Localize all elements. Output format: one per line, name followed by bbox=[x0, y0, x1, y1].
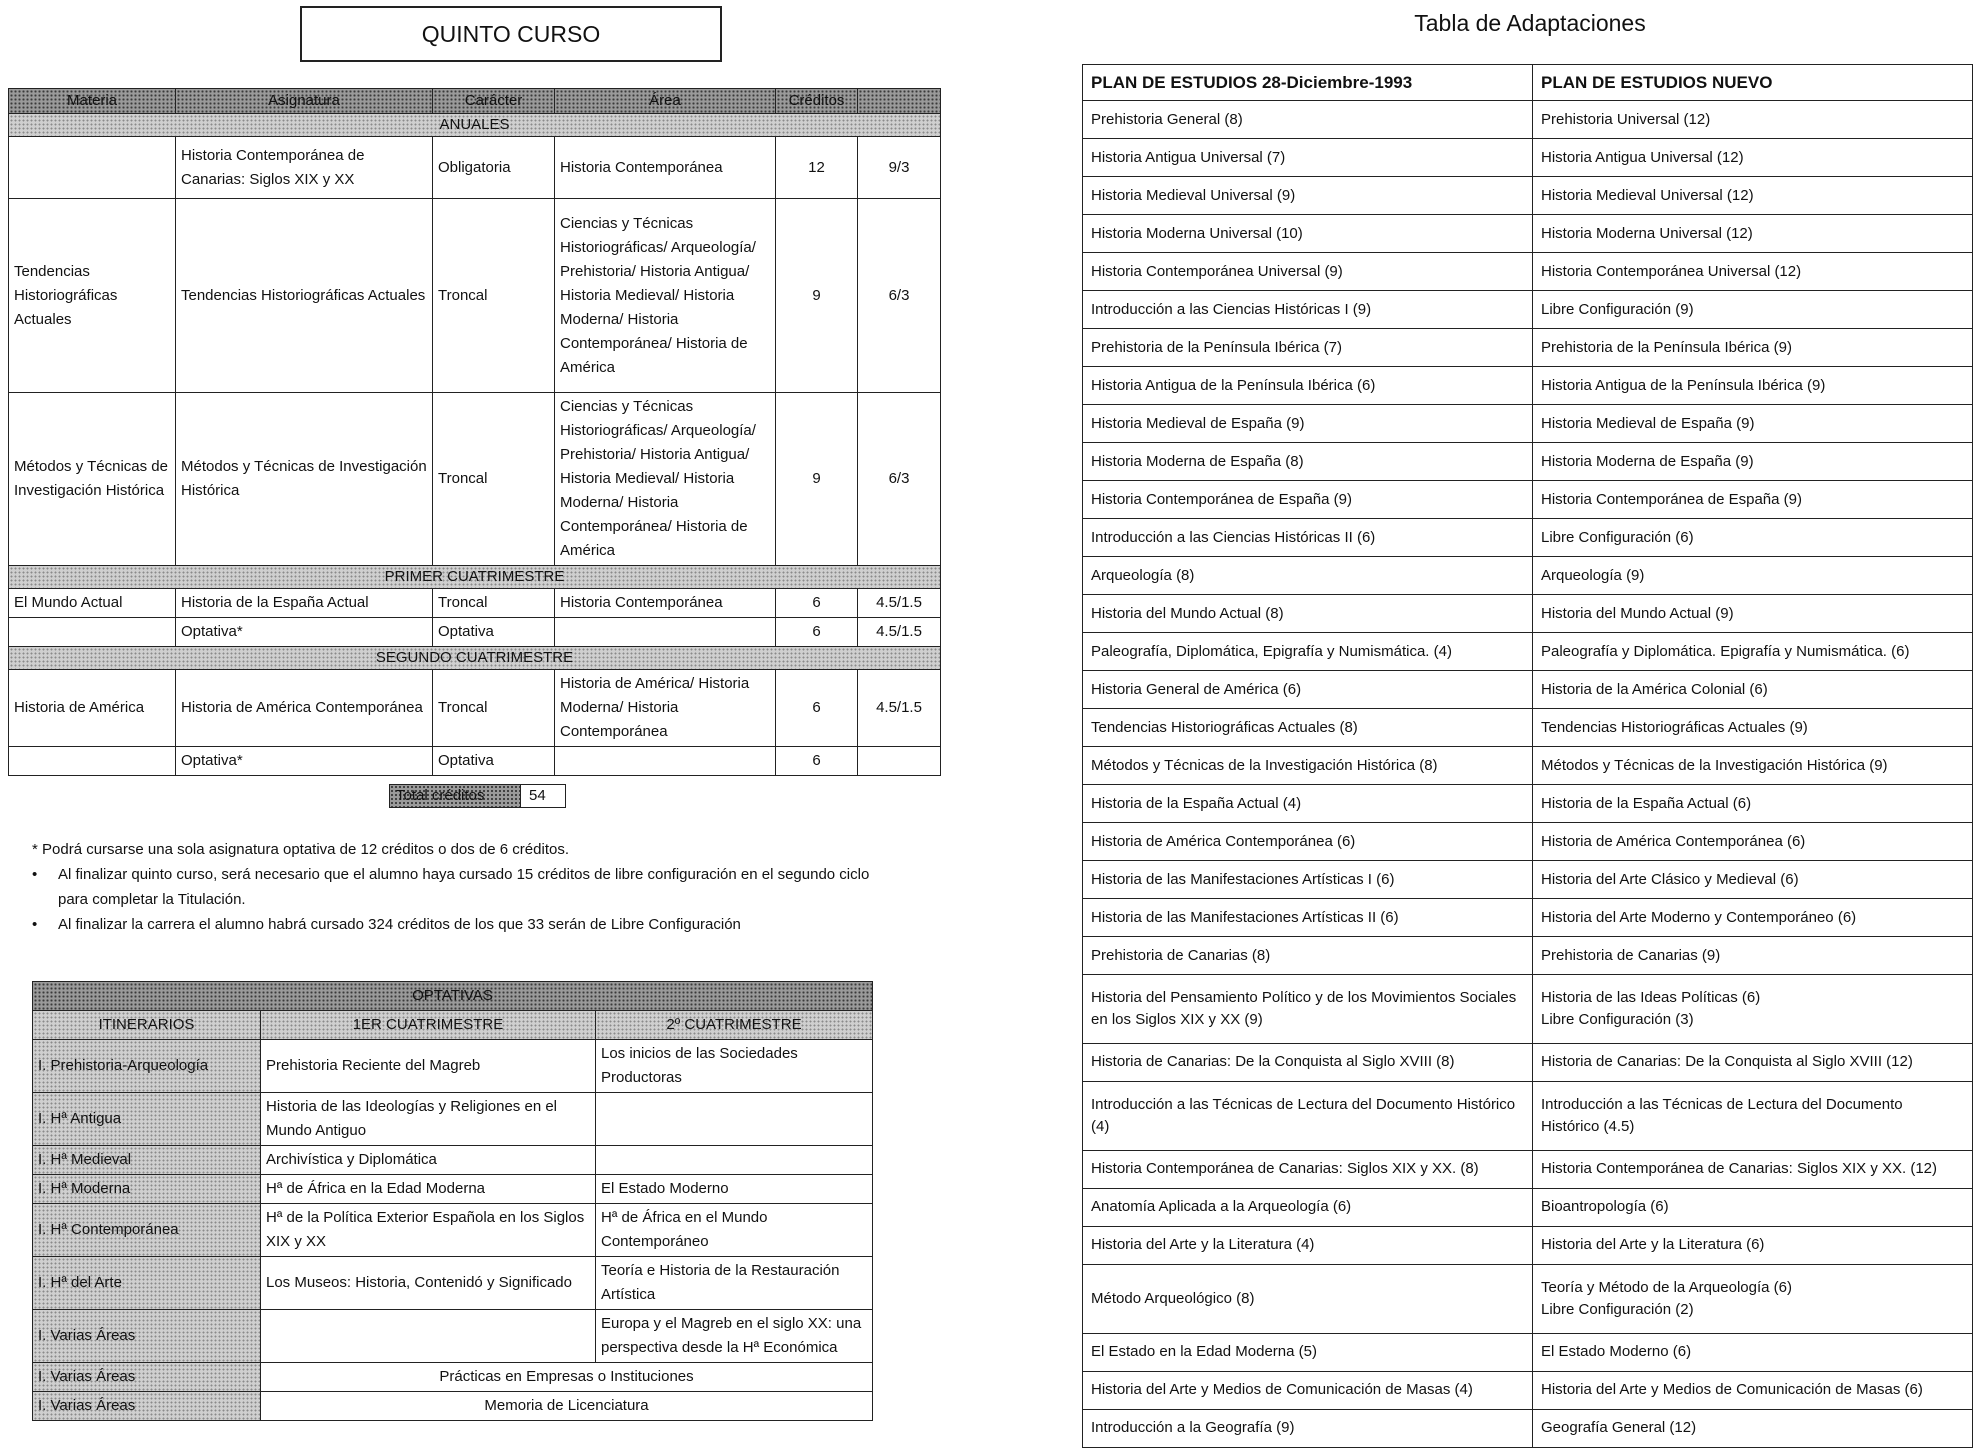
plan-nuevo-cell: Libre Configuración (6) bbox=[1533, 519, 1973, 557]
itinerario-cell: I. Hª Medieval bbox=[33, 1146, 261, 1175]
quinto-curso-title bbox=[300, 6, 722, 62]
course-row bbox=[9, 589, 941, 618]
plan-1993-cell: Historia Contemporánea Universal (9) bbox=[1083, 253, 1533, 291]
note-bullet-1 bbox=[32, 862, 902, 912]
adaptacion-row bbox=[1083, 633, 1973, 671]
adaptacion-row bbox=[1083, 1333, 1973, 1371]
quinto-curso-title-text: QUINTO CURSO bbox=[421, 20, 601, 47]
cuatrimestre-2-cell: El Estado Moderno bbox=[596, 1175, 873, 1204]
cuatrimestre-1-cell: Historia de las Ideologías y Religiones en el Mundo Antiguo bbox=[261, 1093, 596, 1146]
cuatrimestre-2-cell: Europa y el Magreb en el siglo XX: una perspectiva desde la Hª Económica bbox=[596, 1310, 873, 1363]
creditos-cell: 6 bbox=[776, 670, 858, 747]
header-asignatura: Asignatura bbox=[176, 89, 433, 114]
section-row-anuales bbox=[9, 114, 941, 137]
plan-nuevo-cell: Prehistoria Universal (12) bbox=[1533, 101, 1973, 139]
header-materia: Materia bbox=[9, 89, 176, 114]
reparto-cell bbox=[858, 747, 941, 776]
plan-1993-cell: Método Arqueológico (8) bbox=[1083, 1264, 1533, 1333]
adaptacion-row bbox=[1083, 253, 1973, 291]
caracter-cell: Obligatoria bbox=[433, 137, 555, 199]
plan-1993-cell: Historia Medieval de España (9) bbox=[1083, 405, 1533, 443]
adaptacion-row bbox=[1083, 861, 1973, 899]
plan-nuevo-cell: Historia Contemporánea de España (9) bbox=[1533, 481, 1973, 519]
plan-nuevo-cell: Historia Medieval de España (9) bbox=[1533, 405, 1973, 443]
optativa-row bbox=[33, 1204, 873, 1257]
itinerario-cell: I. Varias Áreas bbox=[33, 1363, 261, 1392]
reparto-cell: 9/3 bbox=[858, 137, 941, 199]
plan-1993-cell: Historia Antigua de la Península Ibérica (6) bbox=[1083, 367, 1533, 405]
asignatura-cell: Historia Contemporánea de Canarias: Siglos XIX y XX bbox=[176, 137, 433, 199]
cuatrimestre-1-cell: Prehistoria Reciente del Magreb bbox=[261, 1040, 596, 1093]
plan-nuevo-cell: Historia Antigua de la Península Ibérica (9) bbox=[1533, 367, 1973, 405]
adaptacion-row bbox=[1083, 747, 1973, 785]
asignatura-cell: Optativa* bbox=[176, 747, 433, 776]
plan-1993-cell: Historia Contemporánea de España (9) bbox=[1083, 481, 1533, 519]
adaptacion-row bbox=[1083, 1409, 1973, 1447]
cuatrimestre-2-cell bbox=[596, 1093, 873, 1146]
plan-nuevo-cell: Bioantropología (6) bbox=[1533, 1188, 1973, 1226]
plan-nuevo-cell: Historia de la España Actual (6) bbox=[1533, 785, 1973, 823]
plan-1993-cell: Historia del Mundo Actual (8) bbox=[1083, 595, 1533, 633]
area-cell bbox=[555, 747, 776, 776]
area-cell bbox=[555, 618, 776, 647]
materia-cell: El Mundo Actual bbox=[9, 589, 176, 618]
caracter-cell: Troncal bbox=[433, 393, 555, 566]
plan-1993-cell: Introducción a la Geografía (9) bbox=[1083, 1409, 1533, 1447]
header-caracter: Carácter bbox=[433, 89, 555, 114]
creditos-cell: 12 bbox=[776, 137, 858, 199]
materia-cell: Historia de América bbox=[9, 670, 176, 747]
plan-1993-cell: Historia de América Contemporánea (6) bbox=[1083, 823, 1533, 861]
materia-cell bbox=[9, 618, 176, 647]
total-creditos-value: 54 bbox=[529, 787, 546, 804]
plan-1993-cell: Historia Medieval Universal (9) bbox=[1083, 177, 1533, 215]
adaptacion-row bbox=[1083, 975, 1973, 1044]
itinerario-cell: I. Prehistoria-Arqueología bbox=[33, 1040, 261, 1093]
plan-1993-cell: Historia Moderna Universal (10) bbox=[1083, 215, 1533, 253]
plan-1993-cell: Prehistoria de la Península Ibérica (7) bbox=[1083, 329, 1533, 367]
itinerario-cell: I. Hª Contemporánea bbox=[33, 1204, 261, 1257]
plan-nuevo-cell: Introducción a las Técnicas de Lectura del Documento Histórico (4.5) bbox=[1533, 1081, 1973, 1150]
plan-1993-cell: Tendencias Historiográficas Actuales (8) bbox=[1083, 709, 1533, 747]
reparto-cell: 4.5/1.5 bbox=[858, 618, 941, 647]
course-row bbox=[9, 199, 941, 393]
reparto-cell: 4.5/1.5 bbox=[858, 589, 941, 618]
adaptacion-row bbox=[1083, 899, 1973, 937]
cuatrimestre-1-cell bbox=[261, 1310, 596, 1363]
cuatrimestre-1-cell: Hª de África en la Edad Moderna bbox=[261, 1175, 596, 1204]
plan-nuevo-cell: Arqueología (9) bbox=[1533, 557, 1973, 595]
adaptacion-row bbox=[1083, 823, 1973, 861]
optativas-title: OPTATIVAS bbox=[33, 982, 873, 1011]
plan-nuevo-cell: Prehistoria de la Península Ibérica (9) bbox=[1533, 329, 1973, 367]
course-row bbox=[9, 747, 941, 776]
plan-1993-cell: El Estado en la Edad Moderna (5) bbox=[1083, 1333, 1533, 1371]
plan-nuevo-cell: El Estado Moderno (6) bbox=[1533, 1333, 1973, 1371]
area-cell: Ciencias y Técnicas Historiográficas/ Arqueología/ Prehistoria/ Historia Antigua/ Historia Medieval/ Historia Moderna/ Historia Contemporánea/ Historia de América bbox=[555, 393, 776, 566]
cuatrimestre-2-cell: Los inicios de las Sociedades Productoras bbox=[596, 1040, 873, 1093]
caracter-cell: Troncal bbox=[433, 589, 555, 618]
optativa-row bbox=[33, 1146, 873, 1175]
caracter-cell: Optativa bbox=[433, 747, 555, 776]
asignatura-cell: Optativa* bbox=[176, 618, 433, 647]
plan-1993-cell: Métodos y Técnicas de la Investigación Histórica (8) bbox=[1083, 747, 1533, 785]
header-reparto bbox=[858, 89, 941, 114]
total-creditos-label: Total créditos bbox=[390, 785, 521, 807]
adaptacion-row bbox=[1083, 1226, 1973, 1264]
plan-nuevo-cell: Historia de Canarias: De la Conquista al Siglo XVIII (12) bbox=[1533, 1043, 1973, 1081]
note-bullet-2 bbox=[32, 912, 902, 937]
plan-1993-cell: Historia Antigua Universal (7) bbox=[1083, 139, 1533, 177]
plan-1993-cell: Historia del Arte y Medios de Comunicación de Masas (4) bbox=[1083, 1371, 1533, 1409]
adaptaciones-title: Tabla de Adaptaciones bbox=[1414, 10, 1646, 36]
asignatura-cell: Historia de la España Actual bbox=[176, 589, 433, 618]
adaptacion-row bbox=[1083, 1264, 1973, 1333]
adaptacion-row bbox=[1083, 557, 1973, 595]
plan-1993-cell: Historia de Canarias: De la Conquista al Siglo XVIII (8) bbox=[1083, 1043, 1533, 1081]
adaptacion-row bbox=[1083, 1150, 1973, 1188]
course-row bbox=[9, 670, 941, 747]
plan-1993-cell: Historia del Arte y la Literatura (4) bbox=[1083, 1226, 1533, 1264]
plan-nuevo-cell: Métodos y Técnicas de la Investigación Histórica (9) bbox=[1533, 747, 1973, 785]
caracter-cell: Troncal bbox=[433, 670, 555, 747]
notes bbox=[32, 837, 902, 937]
bullet-icon: • bbox=[32, 916, 38, 933]
itinerario-cell: I. Hª Moderna bbox=[33, 1175, 261, 1204]
adaptacion-row bbox=[1083, 215, 1973, 253]
plan-nuevo-cell: Historia del Arte y la Literatura (6) bbox=[1533, 1226, 1973, 1264]
plan-nuevo-cell: Historia Moderna de España (9) bbox=[1533, 443, 1973, 481]
bullet-icon: • bbox=[32, 866, 38, 883]
plan-nuevo-cell: Historia de América Contemporánea (6) bbox=[1533, 823, 1973, 861]
adaptacion-row bbox=[1083, 291, 1973, 329]
adaptacion-row bbox=[1083, 1371, 1973, 1409]
adaptacion-row bbox=[1083, 481, 1973, 519]
adaptacion-row bbox=[1083, 101, 1973, 139]
plan-nuevo-cell: Tendencias Historiográficas Actuales (9) bbox=[1533, 709, 1973, 747]
plan-nuevo-cell: Historia Contemporánea Universal (12) bbox=[1533, 253, 1973, 291]
creditos-cell: 9 bbox=[776, 199, 858, 393]
optativas-header-row bbox=[33, 1011, 873, 1040]
adaptacion-row bbox=[1083, 1081, 1973, 1150]
area-cell: Historia Contemporánea bbox=[555, 137, 776, 199]
plan-1993-cell: Historia de las Manifestaciones Artísticas II (6) bbox=[1083, 899, 1533, 937]
reparto-cell: 6/3 bbox=[858, 393, 941, 566]
optativa-row bbox=[33, 1257, 873, 1310]
header-plan-nuevo: PLAN DE ESTUDIOS NUEVO bbox=[1533, 65, 1973, 101]
plan-nuevo-cell: Historia Moderna Universal (12) bbox=[1533, 215, 1973, 253]
cuatrimestre-1-cell: Archivística y Diplomática bbox=[261, 1146, 596, 1175]
area-cell: Historia Contemporánea bbox=[555, 589, 776, 618]
plan-1993-cell: Historia Contemporánea de Canarias: Siglos XIX y XX. (8) bbox=[1083, 1150, 1533, 1188]
header-primer-cuatrimestre: 1ER CUATRIMESTRE bbox=[261, 1011, 596, 1040]
plan-nuevo-cell: Historia del Arte y Medios de Comunicación de Masas (6) bbox=[1533, 1371, 1973, 1409]
cuatrimestre-2-cell: Hª de África en el Mundo Contemporáneo bbox=[596, 1204, 873, 1257]
optativas-table bbox=[32, 981, 873, 1421]
optativas-title-row bbox=[33, 982, 873, 1011]
adaptacion-row bbox=[1083, 937, 1973, 975]
section-anuales: ANUALES bbox=[9, 114, 941, 137]
adaptaciones-header-row bbox=[1083, 65, 1973, 101]
adaptacion-row bbox=[1083, 709, 1973, 747]
plan-1993-cell: Introducción a las Ciencias Históricas II (6) bbox=[1083, 519, 1533, 557]
reparto-cell: 4.5/1.5 bbox=[858, 670, 941, 747]
plan-1993-cell: Anatomía Aplicada a la Arqueología (6) bbox=[1083, 1188, 1533, 1226]
adaptacion-row bbox=[1083, 671, 1973, 709]
plan-nuevo-cell: Prehistoria de Canarias (9) bbox=[1533, 937, 1973, 975]
asignatura-cell: Tendencias Historiográficas Actuales bbox=[176, 199, 433, 393]
creditos-cell: 9 bbox=[776, 393, 858, 566]
optativa-row bbox=[33, 1175, 873, 1204]
plan-1993-cell: Introducción a las Ciencias Históricas I (9) bbox=[1083, 291, 1533, 329]
adaptacion-row bbox=[1083, 405, 1973, 443]
materia-cell bbox=[9, 137, 176, 199]
plan-nuevo-cell: Historia Contemporánea de Canarias: Siglos XIX y XX. (12) bbox=[1533, 1150, 1973, 1188]
header-itinerarios: ITINERARIOS bbox=[33, 1011, 261, 1040]
creditos-cell: 6 bbox=[776, 618, 858, 647]
adaptacion-row bbox=[1083, 519, 1973, 557]
section-row-primer bbox=[9, 566, 941, 589]
quinto-header-row bbox=[9, 89, 941, 114]
adaptacion-row bbox=[1083, 139, 1973, 177]
optativa-row bbox=[33, 1310, 873, 1363]
plan-1993-cell: Historia del Pensamiento Político y de los Movimientos Sociales en los Siglos XIX y XX (9) bbox=[1083, 975, 1533, 1044]
itinerario-cell: I. Varias Áreas bbox=[33, 1310, 261, 1363]
caracter-cell: Optativa bbox=[433, 618, 555, 647]
section-segundo: SEGUNDO CUATRIMESTRE bbox=[9, 647, 941, 670]
adaptacion-row bbox=[1083, 1043, 1973, 1081]
creditos-cell: 6 bbox=[776, 747, 858, 776]
adaptacion-row bbox=[1083, 443, 1973, 481]
cuatrimestre-2-cell bbox=[596, 1146, 873, 1175]
plan-1993-cell: Historia General de América (6) bbox=[1083, 671, 1533, 709]
materia-cell: Tendencias Historiográficas Actuales bbox=[9, 199, 176, 393]
course-row bbox=[9, 393, 941, 566]
plan-nuevo-cell: Historia Antigua Universal (12) bbox=[1533, 139, 1973, 177]
header-creditos: Créditos bbox=[776, 89, 858, 114]
cuatrimestre-2-cell: Teoría e Historia de la Restauración Artística bbox=[596, 1257, 873, 1310]
adaptacion-row bbox=[1083, 1188, 1973, 1226]
plan-1993-cell: Historia de la España Actual (4) bbox=[1083, 785, 1533, 823]
adaptacion-row bbox=[1083, 595, 1973, 633]
course-row bbox=[9, 137, 941, 199]
itinerario-cell: I. Hª Antigua bbox=[33, 1093, 261, 1146]
plan-nuevo-cell: Libre Configuración (9) bbox=[1533, 291, 1973, 329]
plan-1993-cell: Arqueología (8) bbox=[1083, 557, 1533, 595]
plan-1993-cell: Paleografía, Diplomática, Epigrafía y Numismática. (4) bbox=[1083, 633, 1533, 671]
adaptaciones-table bbox=[1082, 64, 1973, 1448]
quinto-curso-table bbox=[8, 88, 941, 776]
caracter-cell: Troncal bbox=[433, 199, 555, 393]
plan-nuevo-cell: Geografía General (12) bbox=[1533, 1409, 1973, 1447]
plan-1993-cell: Prehistoria General (8) bbox=[1083, 101, 1533, 139]
course-row bbox=[9, 618, 941, 647]
note-text-1: Al finalizar quinto curso, será necesario que el alumno haya cursado 15 créditos de libre configuración en el segundo ciclo para completar la Titulación. bbox=[58, 866, 870, 908]
section-primer: PRIMER CUATRIMESTRE bbox=[9, 566, 941, 589]
adaptacion-row bbox=[1083, 367, 1973, 405]
reparto-cell: 6/3 bbox=[858, 199, 941, 393]
cuatrimestre-1-cell: Hª de la Política Exterior Española en los Siglos XIX y XX bbox=[261, 1204, 596, 1257]
creditos-cell: 6 bbox=[776, 589, 858, 618]
plan-1993-cell: Historia Moderna de España (8) bbox=[1083, 443, 1533, 481]
itinerario-cell: I. Hª del Arte bbox=[33, 1257, 261, 1310]
plan-nuevo-cell: Historia del Arte Moderno y Contemporáneo (6) bbox=[1533, 899, 1973, 937]
plan-1993-cell: Introducción a las Técnicas de Lectura del Documento Histórico (4) bbox=[1083, 1081, 1533, 1150]
adaptacion-row bbox=[1083, 177, 1973, 215]
materia-cell: Métodos y Técnicas de Investigación Histórica bbox=[9, 393, 176, 566]
asignatura-cell: Métodos y Técnicas de Investigación Histórica bbox=[176, 393, 433, 566]
span-cell: Memoria de Licenciatura bbox=[261, 1392, 873, 1421]
materia-cell bbox=[9, 747, 176, 776]
plan-1993-cell: Historia de las Manifestaciones Artísticas I (6) bbox=[1083, 861, 1533, 899]
optativa-row bbox=[33, 1093, 873, 1146]
total-creditos bbox=[389, 784, 566, 808]
header-plan-1993: PLAN DE ESTUDIOS 28-Diciembre-1993 bbox=[1083, 65, 1533, 101]
header-area: Área bbox=[555, 89, 776, 114]
adaptacion-row bbox=[1083, 785, 1973, 823]
note-optativa: * Podrá cursarse una sola asignatura optativa de 12 créditos o dos de 6 créditos. bbox=[32, 841, 569, 858]
optativa-row bbox=[33, 1040, 873, 1093]
plan-nuevo-cell: Historia de las Ideas Políticas (6) Libre Configuración (3) bbox=[1533, 975, 1973, 1044]
header-segundo-cuatrimestre: 2º CUATRIMESTRE bbox=[596, 1011, 873, 1040]
plan-nuevo-cell: Historia de la América Colonial (6) bbox=[1533, 671, 1973, 709]
section-row-segundo bbox=[9, 647, 941, 670]
plan-nuevo-cell: Teoría y Método de la Arqueología (6) Libre Configuración (2) bbox=[1533, 1264, 1973, 1333]
optativa-span-row bbox=[33, 1392, 873, 1421]
note-text-2: Al finalizar la carrera el alumno habrá cursado 324 créditos de los que 33 serán de Libre Configuración bbox=[58, 916, 741, 933]
span-cell: Prácticas en Empresas o Instituciones bbox=[261, 1363, 873, 1392]
plan-nuevo-cell: Historia del Mundo Actual (9) bbox=[1533, 595, 1973, 633]
plan-nuevo-cell: Historia del Arte Clásico y Medieval (6) bbox=[1533, 861, 1973, 899]
adaptacion-row bbox=[1083, 329, 1973, 367]
asignatura-cell: Historia de América Contemporánea bbox=[176, 670, 433, 747]
plan-nuevo-cell: Historia Medieval Universal (12) bbox=[1533, 177, 1973, 215]
plan-1993-cell: Prehistoria de Canarias (8) bbox=[1083, 937, 1533, 975]
optativa-span-row bbox=[33, 1363, 873, 1392]
area-cell: Historia de América/ Historia Moderna/ Historia Contemporánea bbox=[555, 670, 776, 747]
cuatrimestre-1-cell: Los Museos: Historia, Contenidó y Significado bbox=[261, 1257, 596, 1310]
area-cell: Ciencias y Técnicas Historiográficas/ Arqueología/ Prehistoria/ Historia Antigua/ Historia Medieval/ Historia Moderna/ Historia Contemporánea/ Historia de América bbox=[555, 199, 776, 393]
itinerario-cell: I. Varias Áreas bbox=[33, 1392, 261, 1421]
plan-nuevo-cell: Paleografía y Diplomática. Epigrafía y Numismática. (6) bbox=[1533, 633, 1973, 671]
